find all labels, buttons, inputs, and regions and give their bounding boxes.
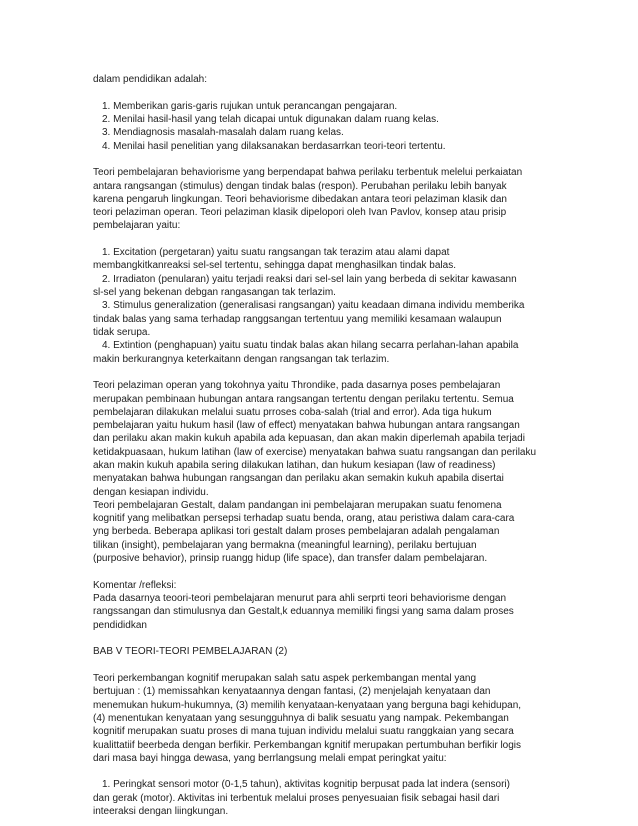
paragraph-stages — [93, 778, 553, 818]
text-line: dari masa bayi hingga dewasa, yang berrlangsung melali empat peringkat yaitu: — [93, 752, 447, 764]
text-line: (4) menentukan kenyataan yang sesungguhnya di balik sesuatu yang nampak. Pekembangan — [93, 712, 509, 724]
text-line: rangssangan dan stimulusnya dan Gestalt,k eduannya memiliki fingsi yang sama dalam proses — [93, 606, 514, 618]
text-line: sl-sel yang bekenan debgan rangasangan tak terlazim. — [93, 287, 336, 299]
list-item: 3. Mendiagnosis masalah-masalah dalam ruang kelas. — [102, 127, 344, 139]
document-page — [93, 73, 553, 818]
text-line: merupakan pembinaan hubungan antara rangsangan tertentu dengan perilaku tertentu. Semua — [93, 393, 514, 405]
list-item: 2. Menilai hasil-hasil yang telah dicapai untuk digunakan dalam ruang kelas. — [102, 113, 439, 125]
text-line: bertujuan : (1) memissahkan kenyataannya dengan fantasi, (2) menjelajah kenyataan dan — [93, 686, 491, 698]
text-line: ketidakpuasaan, hukum latihan (law of exercise) menyatakan bahwa suatu rangsangan dan perilaku — [93, 446, 537, 458]
text-line: 3. Stimulus generalization (generalisasi rangsangan) yaitu keadaan dimana individu memberika — [102, 300, 525, 312]
paragraph-pavlov-concepts — [93, 246, 553, 366]
chapter-title: BAB V TEORI-TEORI PEMBELAJARAN (2) — [93, 646, 288, 658]
comment-heading: Komentar /refleksi: — [93, 579, 177, 591]
text-line: kognitif yang melibatkan persepsi terhadap suatu benda, orang, atau peristiwa dalam cara-cara — [93, 513, 515, 525]
paragraph-behaviorism — [93, 166, 553, 232]
paragraph-gestalt — [93, 499, 553, 565]
text-line: antara rangsangan (stimulus) dengan tindak balas (respon). Perubahan perilaku lebih banyak — [93, 180, 507, 192]
text-line: menyatakan bahwa hubungan rangsangan dan perilaku akan semakin kukuh apabila disertai — [93, 473, 504, 485]
paragraph-cognitive — [93, 672, 553, 765]
text-line: membangkitkanreaksi sel-sel tertentu, sehingga dapat menghasilkan tindak balas. — [93, 260, 456, 272]
text-line: Teori pembelajaran behaviorisme yang berpendapat bahwa perilaku terbentuk melelui perkaiatan — [93, 167, 523, 179]
text-line: tidak serupa. — [93, 326, 151, 338]
text-line: pembelajaran yaitu: — [93, 220, 181, 232]
text-line: dengan kesiapan individu. — [93, 486, 209, 498]
text-line: akan makin kukuh apabila sering dilakukan latihan, dan hukum kesiapan (law of readiness) — [93, 459, 496, 471]
text-line: 4. Extintion (penghapuan) yaitu suatu tindak balas akan hilang secarra perlahan-lahan apabila — [102, 340, 519, 352]
list-item: 1. Memberikan garis-garis rujukan untuk perancangan pengajaran. — [102, 100, 398, 112]
text-line: pembelajaran yaitu hukum hasil (law of effect) menyatakan bahwa hubungan antara rangsangan — [93, 420, 520, 432]
text-line: kognitif merupakan suatu proses di mana tujuan individu melalui suatu ranggkaian yang secara — [93, 726, 514, 738]
text-line: 2. Irradiaton (penularan) yaitu terjadi reaksi dari sel-sel lain yang berbeda di sekitar kawasann — [102, 273, 517, 285]
text-line: Pada dasarnya teoori-teori pembelajaran menurut para ahli serprti teori behaviorisme dengan — [93, 593, 507, 605]
text-line: dan perilaku akan makin kukuh apabila ada kepuasan, dan akan makin diperlemah apabila terjadi — [93, 433, 525, 445]
paragraph-operant — [93, 379, 553, 499]
text-line: 1. Excitation (pergetaran) yaitu suatu rangsangan tak terazim atau alami dapat — [102, 247, 450, 259]
text-line: karena pengaruh lingkungan. Teori behaviorisme dibedakan antara teori pelaziman klasik dan — [93, 193, 507, 205]
text-line: menemukan hukum-hukumnya, (3) memilih kenyataan-kenyataan yang berguna bagi kehidupan, — [93, 699, 522, 711]
text-line: pendididkan — [93, 619, 147, 631]
text-line: (purposive behavior), prinsip ruangg hidup (life space), dan transfer dalam pembelajaran. — [93, 553, 488, 565]
text-line: Teori pelaziman operan yang tokohnya yaitu Throndike, pada dasarnya poses pembelajaran — [93, 380, 501, 392]
text-line: inteeraksi dengan liingkungan. — [93, 806, 229, 818]
text-line: tilikan (insight), pembelajaran yang bermakna (meaningful learning), perilaku bertujuan — [93, 539, 477, 551]
text-line: Teori perkembangan kognitif merupakan salah satu aspek perkembangan mental yang — [93, 673, 477, 685]
text-line: dan gerak (motor). Aktivitas ini terbentuk melalui proses penyesuaian fisik sebagai hasil dari — [93, 792, 500, 804]
text-line: tindak balas yang sama terhadap ranggsangan tertentuu yang memiliki kesamaan walaupun — [93, 313, 502, 325]
intro-line: dalam pendidikan adalah: — [93, 74, 207, 85]
text-line: yng berbeda. Beberapa aplikasi tori gestalt dalam proses pembelajaran adalah pengalaman — [93, 526, 500, 538]
list-item: 4. Menilai hasil penelitian yang dilaksanakan berdasarrkan teori-teori tertentu. — [102, 140, 446, 152]
text-line: teori pelaziman operan. Teori pelaziman klasik dipelopori oleh Ivan Pavlov, konsep atau prisip — [93, 207, 507, 219]
text-line: Teori pembelajaran Gestalt, dalam pandangan ini pembelajaran merupakan suatu fenomena — [93, 499, 502, 511]
paragraph-comment — [93, 592, 553, 632]
text-line: 1. Peringkat sensori motor (0-1,5 tahun), aktivitas kognitip berpusat pada lat indera (sensori) — [102, 779, 510, 791]
text-line: makin berkurangnya keterkaitann dengan rangsangan tak terlazim. — [93, 353, 390, 365]
text-line: pembelajaran dilakukan melalui suatu prroses coba-salah (trial and error). Ada tiga hukum — [93, 406, 492, 418]
text-line: kualittatiif beerbeda dengan berfikir. Perkembangan kgnitif merupakan pertumbuhan berfikir logis — [93, 739, 522, 751]
